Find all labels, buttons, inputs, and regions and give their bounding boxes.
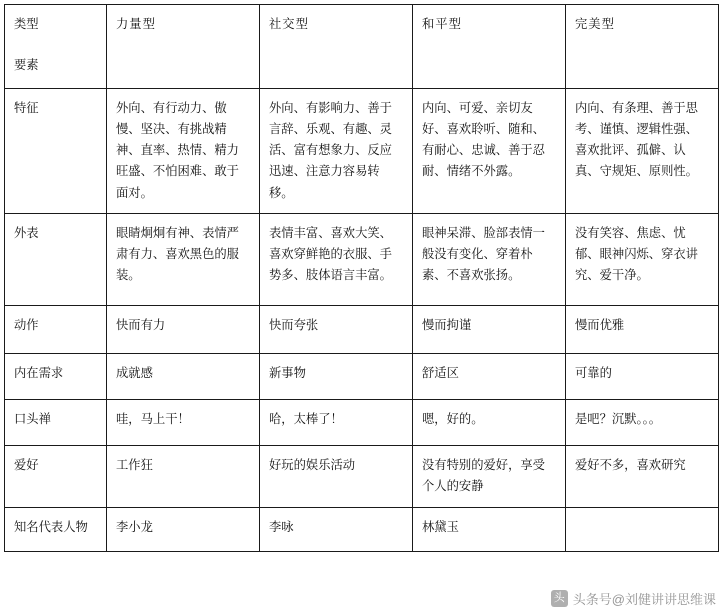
- personality-types-table: [4, 4, 719, 552]
- row-label-inner-need: 内在需求: [5, 353, 107, 399]
- cell-traits-peace: 内向、可爱、亲切友好、喜欢聆听、随和、有耐心、忠诚、善于忍耐、情绪不外露。: [413, 89, 566, 214]
- cell-phrase-social: 哈，太棒了！: [260, 399, 413, 445]
- table-row: [5, 445, 719, 507]
- cell-hobby-social: 好玩的娱乐活动: [260, 445, 413, 507]
- table-row: [5, 89, 719, 214]
- cell-appearance-perfect: 没有笑容、焦虑、忧郁、眼神闪烁、穿衣讲究、爱干净。: [566, 213, 719, 305]
- cell-actions-power: 快而有力: [107, 305, 260, 353]
- cell-hobby-power: 工作狂: [107, 445, 260, 507]
- column-header-perfect: 完美型: [566, 5, 719, 89]
- cell-hobby-peace: 没有特别的爱好，享受个人的安静: [413, 445, 566, 507]
- column-header-social: 社交型: [260, 5, 413, 89]
- cell-traits-perfect: 内向、有条理、善于思考、谨慎、逻辑性强、喜欢批评、孤僻、认真、守规矩、原则性。: [566, 89, 719, 214]
- cell-person-peace: 林黛玉: [413, 507, 566, 551]
- cell-hobby-perfect: 爱好不多，喜欢研究: [566, 445, 719, 507]
- watermark-text: 头条号@刘健讲讲思维课: [572, 592, 716, 607]
- cell-person-social: 李咏: [260, 507, 413, 551]
- table-row: [5, 305, 719, 353]
- cell-appearance-power: 眼睛炯炯有神、表情严肃有力、喜欢黑色的服装。: [107, 213, 260, 305]
- cell-actions-social: 快而夸张: [260, 305, 413, 353]
- cell-phrase-perfect: 是吧？沉默。。。: [566, 399, 719, 445]
- table-row: [5, 213, 719, 305]
- table-row: [5, 399, 719, 445]
- table-row: [5, 507, 719, 551]
- cell-appearance-peace: 眼神呆滞、脸部表情一般没有变化、穿着朴素、不喜欢张扬。: [413, 213, 566, 305]
- cell-traits-social: 外向、有影响力、善于言辞、乐观、有趣、灵活、富有想象力、反应迅速、注意力容易转移。: [260, 89, 413, 214]
- row-label-catchphrase: 口头禅: [5, 399, 107, 445]
- cell-phrase-power: 哇，马上干！: [107, 399, 260, 445]
- watermark: [551, 589, 716, 608]
- cell-need-power: 成就感: [107, 353, 260, 399]
- table-header-row: [5, 5, 719, 89]
- row-label-appearance: 外表: [5, 213, 107, 305]
- cell-appearance-social: 表情丰富、喜欢大笑、喜欢穿鲜艳的衣服、手势多、肢体语言丰富。: [260, 213, 413, 305]
- cell-need-social: 新事物: [260, 353, 413, 399]
- column-header-peace: 和平型: [413, 5, 566, 89]
- row-label-traits: 特征: [5, 89, 107, 214]
- table-row: [5, 353, 719, 399]
- cell-person-perfect: [566, 507, 719, 551]
- cell-need-peace: 舒适区: [413, 353, 566, 399]
- corner-label-type: 类型: [14, 17, 39, 31]
- row-label-hobby: 爱好: [5, 445, 107, 507]
- row-label-actions: 动作: [5, 305, 107, 353]
- cell-phrase-peace: 嗯，好的。: [413, 399, 566, 445]
- row-label-famous-person: 知名代表人物: [5, 507, 107, 551]
- toutiao-logo-icon: 头: [551, 590, 568, 607]
- cell-actions-peace: 慢而拘谨: [413, 305, 566, 353]
- corner-label-factor: 要素: [14, 58, 39, 73]
- cell-need-perfect: 可靠的: [566, 353, 719, 399]
- column-header-power: 力量型: [107, 5, 260, 89]
- cell-actions-perfect: 慢而优雅: [566, 305, 719, 353]
- cell-traits-power: 外向、有行动力、傲慢、坚决、有挑战精神、直率、热情、精力旺盛、不怕困难、敢于面对。: [107, 89, 260, 214]
- cell-person-power: 李小龙: [107, 507, 260, 551]
- table-corner-cell: [5, 5, 107, 89]
